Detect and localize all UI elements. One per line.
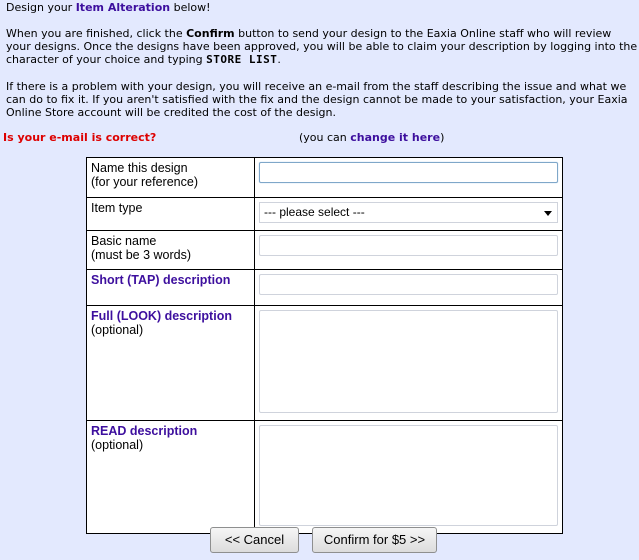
short-description-label-cell <box>87 270 255 306</box>
read-description-label-cell <box>87 421 255 534</box>
intro-paragraph-instructions <box>6 27 638 66</box>
store-list-command: STORE LIST <box>206 53 278 66</box>
intro-line1-prefix: Design your <box>6 1 76 14</box>
item-alteration-highlight: Item Alteration <box>75 1 171 14</box>
instructions-part-a: When you are finished, click the <box>6 27 187 40</box>
confirm-button[interactable]: Confirm for $5 >> <box>312 527 437 553</box>
instructions-part-b: button to send your design to the Eaxia Online staff who will review your designs. Once the designs have been approved, you will be able to claim your description by logging into the character of your choice and typing <box>6 27 638 66</box>
email-change-prefix: (you can <box>299 131 351 144</box>
cancel-button[interactable]: << Cancel <box>210 527 299 553</box>
basic-name-sublabel: (must be 3 words) <box>91 248 192 262</box>
name-design-label: Name this design <box>91 161 188 175</box>
item-type-label-cell <box>87 198 255 231</box>
name-design-label-cell <box>87 158 255 198</box>
short-description-label: Short (TAP) description <box>91 273 231 287</box>
intro-paragraph-problems: If there is a problem with your design, you will receive an e-mail from the staff describing the issue and what we can do to fix it. If you aren't satisfied with the fix and the design cannot be made to your satisfaction, your Eaxia Online Store account will be credited the cost of the design. <box>6 80 628 119</box>
basic-name-input[interactable] <box>259 235 558 256</box>
email-change-suffix: ) <box>440 131 445 144</box>
email-question: Is your e-mail is correct? <box>3 131 157 144</box>
email-change-note <box>299 131 444 144</box>
full-description-textarea[interactable] <box>259 310 558 413</box>
item-type-selected-value: --- please select --- <box>264 205 365 219</box>
full-description-sublabel: (optional) <box>91 323 144 337</box>
change-email-link[interactable]: change it here <box>350 131 441 144</box>
email-check-row <box>3 131 635 145</box>
read-description-sublabel: (optional) <box>91 438 144 452</box>
read-description-textarea[interactable] <box>259 425 558 526</box>
short-description-input[interactable] <box>259 274 558 295</box>
full-description-label: Full (LOOK) description <box>91 309 232 323</box>
design-form-table <box>86 157 563 534</box>
read-description-label: READ description <box>91 424 198 438</box>
basic-name-label: Basic name <box>91 234 157 248</box>
intro-line1-suffix: below! <box>170 1 211 14</box>
basic-name-label-cell <box>87 231 255 270</box>
instructions-part-c: . <box>277 53 281 66</box>
dropdown-arrow-icon <box>544 211 552 216</box>
item-type-select[interactable] <box>259 202 558 223</box>
name-design-sublabel: (for your reference) <box>91 175 198 189</box>
item-type-label: Item type <box>91 201 143 215</box>
confirm-keyword: Confirm <box>186 27 235 40</box>
full-description-label-cell <box>87 306 255 421</box>
intro-line1 <box>6 1 211 14</box>
design-name-input[interactable] <box>259 162 558 183</box>
